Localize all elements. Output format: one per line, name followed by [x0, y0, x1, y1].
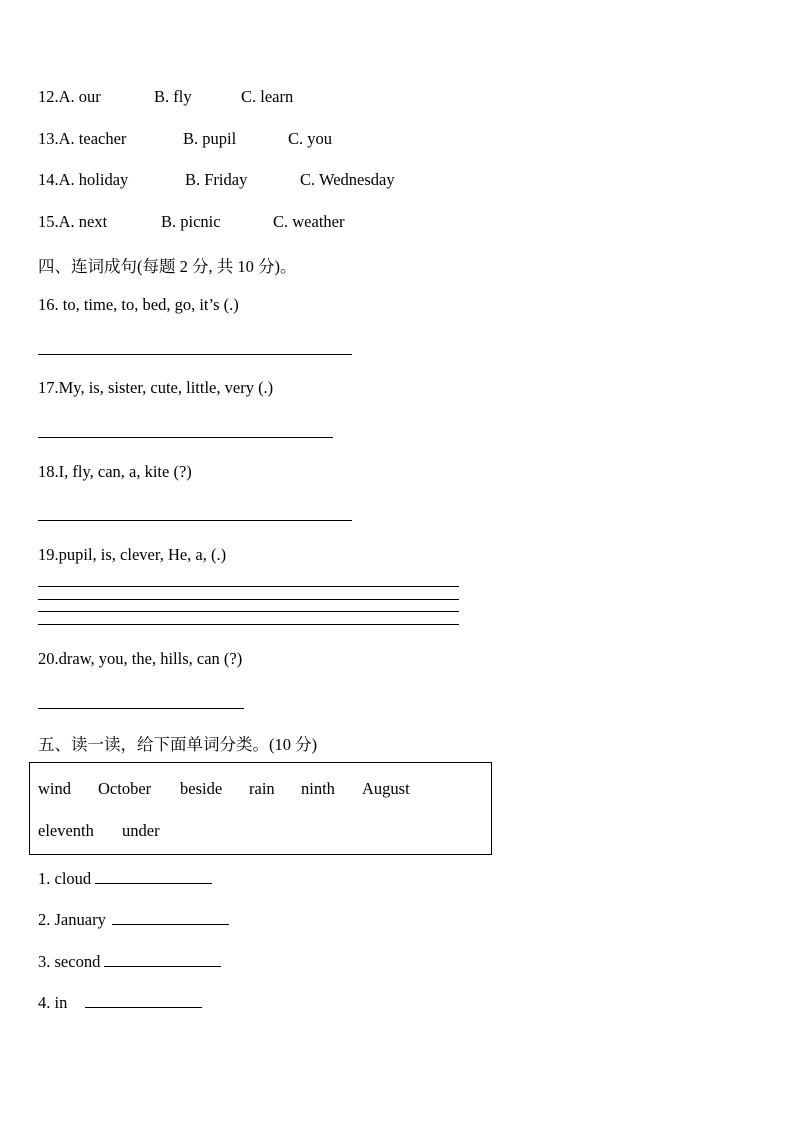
- word-bank-item: October: [98, 779, 152, 798]
- option-a: A. next: [58, 212, 108, 231]
- question-number: 14.: [38, 170, 59, 189]
- classify-label: 3. second: [38, 952, 101, 971]
- classify-item-4: [38, 993, 202, 1013]
- word-bank-box: [29, 762, 492, 855]
- classify-label: 2. January: [38, 910, 106, 929]
- section-5-heading: 五、读一读，给下面单词分类。(10 分): [38, 735, 318, 754]
- option-b: B. pupil: [183, 129, 237, 148]
- option-b: B. picnic: [161, 212, 221, 231]
- question-13: [38, 129, 333, 149]
- word-bank-item: August: [362, 779, 410, 798]
- answer-line: [38, 708, 244, 709]
- answer-blank: [104, 952, 221, 967]
- option-b: B. Friday: [185, 170, 248, 189]
- answer-line: [38, 354, 352, 355]
- answer-line: [38, 611, 459, 612]
- classify-item-1: [38, 869, 212, 889]
- classify-item-2: [38, 910, 229, 930]
- option-b: B. fly: [154, 87, 192, 106]
- question-15: [38, 212, 345, 232]
- option-c: C. learn: [241, 87, 294, 106]
- word-bank-item: under: [122, 821, 160, 840]
- classify-label: 4. in: [38, 993, 68, 1012]
- section-4-heading: 四、连词成句(每题 2 分, 共 10 分)。: [38, 257, 297, 276]
- word-bank-item: ninth: [301, 779, 335, 798]
- answer-blank: [112, 910, 229, 925]
- question-number: 12.: [38, 87, 59, 106]
- question-16: 16. to, time, to, bed, go, it’s (.): [38, 295, 239, 314]
- word-bank-item: eleventh: [38, 821, 94, 840]
- word-bank-item: rain: [249, 779, 275, 798]
- option-c: C. Wednesday: [300, 170, 395, 189]
- classify-item-3: [38, 952, 221, 972]
- option-a: A. holiday: [58, 170, 129, 189]
- answer-line: [38, 520, 352, 521]
- question-19: 19.pupil, is, clever, He, a, (.): [38, 545, 227, 564]
- answer-blank: [95, 869, 212, 884]
- classify-label: 1. cloud: [38, 869, 92, 888]
- question-number: 13.: [38, 129, 59, 148]
- answer-line: [38, 586, 459, 587]
- answer-line: [38, 599, 459, 600]
- word-bank-item: beside: [180, 779, 223, 798]
- option-c: C. weather: [273, 212, 345, 231]
- answer-line: [38, 437, 333, 438]
- word-bank-item: wind: [38, 779, 71, 798]
- question-number: 15.: [38, 212, 59, 231]
- answer-line: [38, 624, 459, 625]
- answer-blank: [85, 993, 202, 1008]
- option-a: A. teacher: [58, 129, 127, 148]
- option-c: C. you: [288, 129, 333, 148]
- question-20: 20.draw, you, the, hills, can (?): [38, 649, 243, 668]
- question-14: [38, 170, 395, 190]
- option-a: A. our: [58, 87, 101, 106]
- question-17: 17.My, is, sister, cute, little, very (.): [38, 378, 274, 397]
- question-18: 18.I, fly, can, a, kite (?): [38, 462, 192, 481]
- question-12: [38, 87, 294, 107]
